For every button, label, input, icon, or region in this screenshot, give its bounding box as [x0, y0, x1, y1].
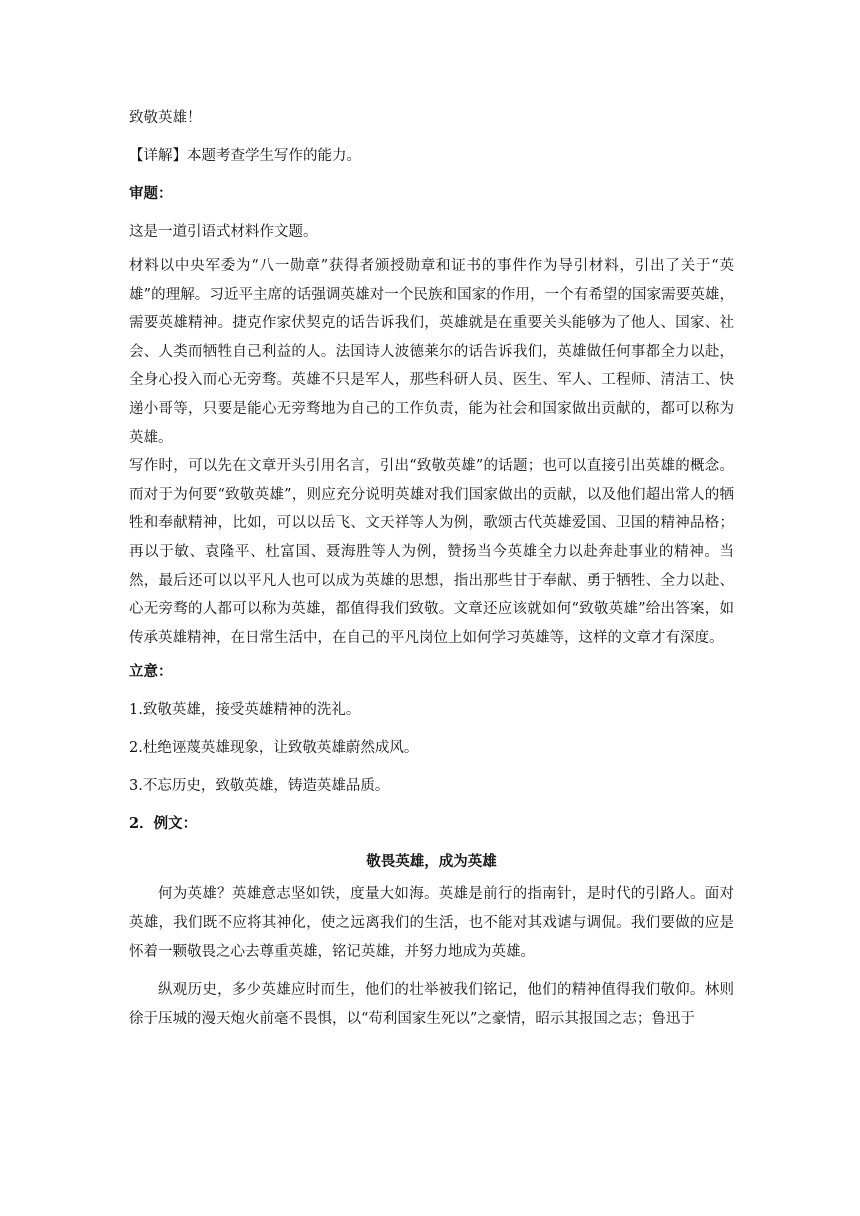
review-heading: 审题：: [129, 185, 173, 202]
essay-title: 敬畏英雄，成为英雄: [366, 853, 497, 871]
review-intro: 这是一道引语式材料作文题。: [129, 224, 318, 240]
essay-paragraph: 何为英雄？英雄意志坚如铁，度量大如海。英雄是前行的指南针，是时代的引路人。面对英雄，我们既不应将其神化，使之远离我们的生活，也不能对其戏谑与调侃。我们要做的应是怀着一颗敬畏之心去尊重英雄，铭记英雄，并努力地成为英雄。: [129, 886, 734, 960]
idea-heading: 立意：: [129, 663, 173, 681]
detail-line: 【详解】本题考查学生写作的能力。: [129, 148, 361, 164]
example-heading: 2．例文：: [129, 815, 198, 833]
idea-item: 1.致敬英雄，接受英雄精神的洗礼。: [129, 702, 361, 719]
idea-item: 3.不忘历史，致敬英雄，铸造英雄品质。: [129, 778, 390, 795]
opening-line: 致敬英雄！: [129, 110, 202, 126]
essay-paragraph: 纵观历史，多少英雄应时而生，他们的壮举被我们铭记，他们的精神值得我们敬仰。林则徐于压城的漫天炮火前毫不畏惧，以“苟利国家生死以”之豪情，昭示其报国之志；鲁迅于: [129, 982, 734, 1027]
idea-item: 2.杜绝诬蔑英雄现象，让致敬英雄蔚然成风。: [129, 740, 419, 757]
document-page: [129, 108, 734, 1033]
writing-paragraph: 写作时，可以先在文章开头引用名言，引出“致敬英雄”的话题；也可以直接引出英雄的概念。而对于为何要“致敬英雄”，则应充分说明英雄对我们国家做出的贡献，以及他们超出常人的牺牲和奉献精神，比如，可以以岳飞、文天祥等人为例，歌颂古代英雄爱国、卫国的精神品格；再以于敏、袁隆平、杜富国、聂海胜等人为例，赞扬当今英雄全力以赴奔赴事业的精神。当然，最后还可以以平凡人也可以成为英雄的思想，指出那些甘于奉献、勇于牺牲、全力以赴、心无旁骛的人都可以称为英雄，都值得我们致敬。文章还应该就如何“致敬英雄”给出答案，如传承英雄精神，在日常生活中，在自己的平凡岗位上如何学习英雄等，这样的文章才有深度。: [129, 458, 734, 646]
material-paragraph: 材料以中央军委为“八一勋章”获得者颁授勋章和证书的事件作为导引材料，引出了关于“英雄”的理解。习近平主席的话强调英雄对一个民族和国家的作用，一个有希望的国家需要英雄，需要英雄精神。捷克作家伏契克的话告诉我们，英雄就是在重要关头能够为了他人、国家、社会、人类而牺牲自己利益的人。法国诗人波德莱尔的话告诉我们，英雄做任何事都全力以赴，全身心投入而心无旁骛。英雄不只是军人，那些科研人员、医生、军人、工程师、清洁工、快递小哥等，只要是能心无旁骛地为自己的工作负责，能为社会和国家做出贡献的，都可以称为英雄。: [129, 258, 734, 446]
